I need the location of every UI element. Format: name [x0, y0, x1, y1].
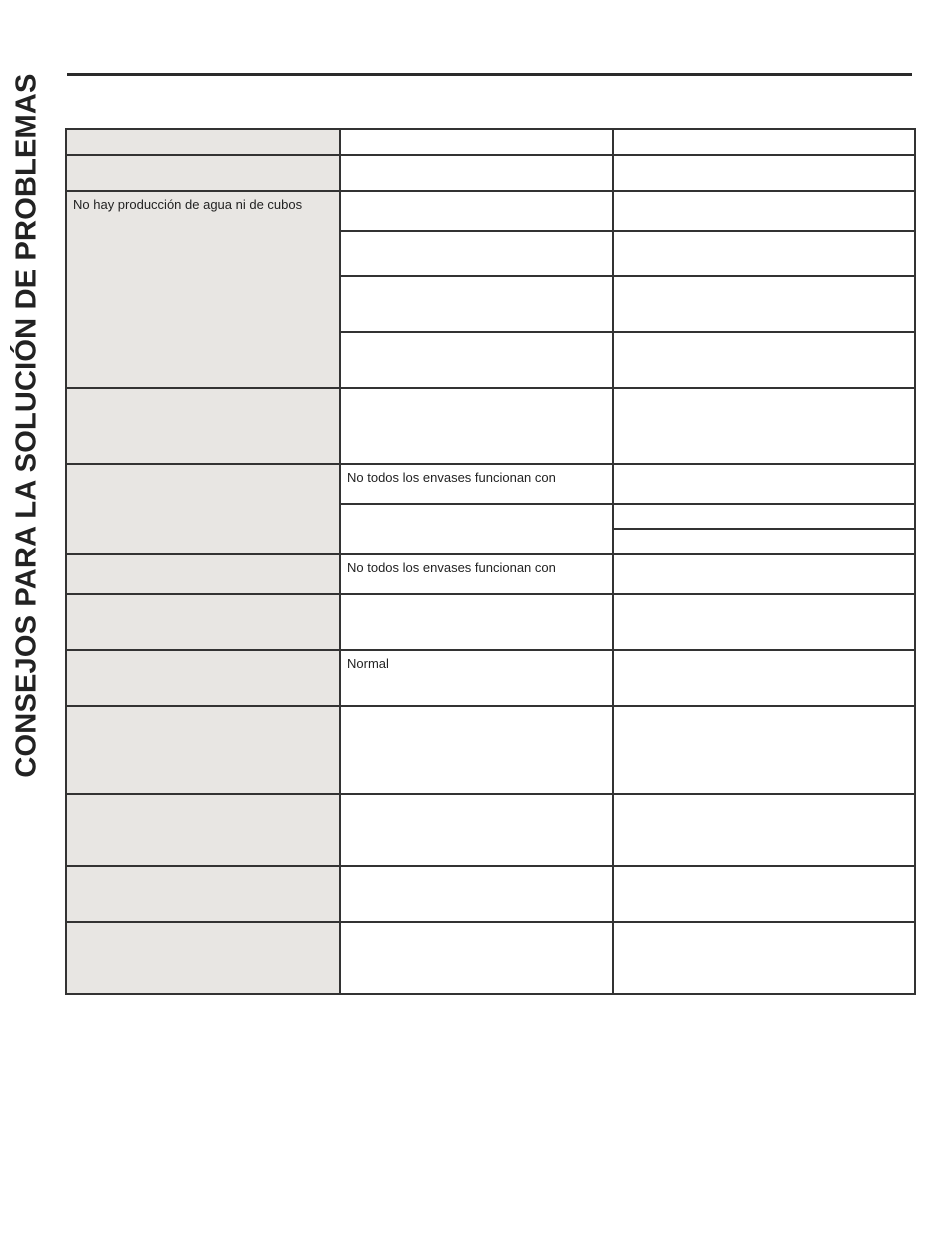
- cause-cell: No todos los envases funcionan con: [340, 464, 613, 504]
- remedy-cell: [613, 504, 915, 529]
- remedy-cell: [613, 922, 915, 994]
- cause-cell: [340, 922, 613, 994]
- table-row: [66, 191, 915, 231]
- remedy-cell: [613, 332, 915, 388]
- problem-cell: [66, 464, 340, 554]
- remedy-cell: [613, 794, 915, 866]
- remedy-cell: [613, 554, 915, 594]
- cause-cell: [340, 866, 613, 922]
- header-problem: [66, 129, 340, 155]
- remedy-cell: [613, 866, 915, 922]
- table-row: [66, 594, 915, 650]
- remedy-cell: [613, 706, 915, 794]
- problem-cell: [66, 155, 340, 191]
- cause-cell: Normal: [340, 650, 613, 706]
- table-row: [66, 706, 915, 794]
- cause-cell: [340, 504, 613, 554]
- table-row: [66, 794, 915, 866]
- remedy-cell: [613, 594, 915, 650]
- section-title-vertical: [10, 34, 44, 816]
- table-row: [66, 650, 915, 706]
- remedy-cell: [613, 155, 915, 191]
- remedy-cell: [613, 276, 915, 332]
- table-row: [66, 922, 915, 994]
- table-row: [66, 866, 915, 922]
- cause-cell: [340, 231, 613, 276]
- remedy-cell: [613, 529, 915, 554]
- table-row: [66, 388, 915, 464]
- header-rule: [67, 73, 912, 76]
- cause-cell: [340, 706, 613, 794]
- table-row: [66, 554, 915, 594]
- problem-cell: [66, 650, 340, 706]
- remedy-cell: [613, 464, 915, 504]
- cause-cell: [340, 594, 613, 650]
- table-header-row: [66, 129, 915, 155]
- problem-cell: [66, 706, 340, 794]
- table-row: [66, 155, 915, 191]
- problem-cell: [66, 922, 340, 994]
- cause-cell: [340, 794, 613, 866]
- cause-cell: [340, 276, 613, 332]
- cause-cell: [340, 155, 613, 191]
- troubleshooting-table: [65, 128, 916, 995]
- remedy-cell: [613, 650, 915, 706]
- problem-cell: No hay producción de agua ni de cubos: [66, 191, 340, 388]
- header-cause: [340, 129, 613, 155]
- cause-cell: No todos los envases funcionan con: [340, 554, 613, 594]
- remedy-cell: [613, 191, 915, 231]
- section-title-text: CONSEJOS PARA LA SOLUCIÓN DE PROBLEMAS: [10, 72, 43, 778]
- problem-cell: [66, 866, 340, 922]
- remedy-cell: [613, 231, 915, 276]
- cause-cell: [340, 332, 613, 388]
- problem-cell: [66, 388, 340, 464]
- remedy-cell: [613, 388, 915, 464]
- problem-cell: [66, 554, 340, 594]
- cause-cell: [340, 388, 613, 464]
- problem-cell: [66, 794, 340, 866]
- header-remedy: [613, 129, 915, 155]
- problem-cell: [66, 594, 340, 650]
- table-row: [66, 464, 915, 504]
- cause-cell: [340, 191, 613, 231]
